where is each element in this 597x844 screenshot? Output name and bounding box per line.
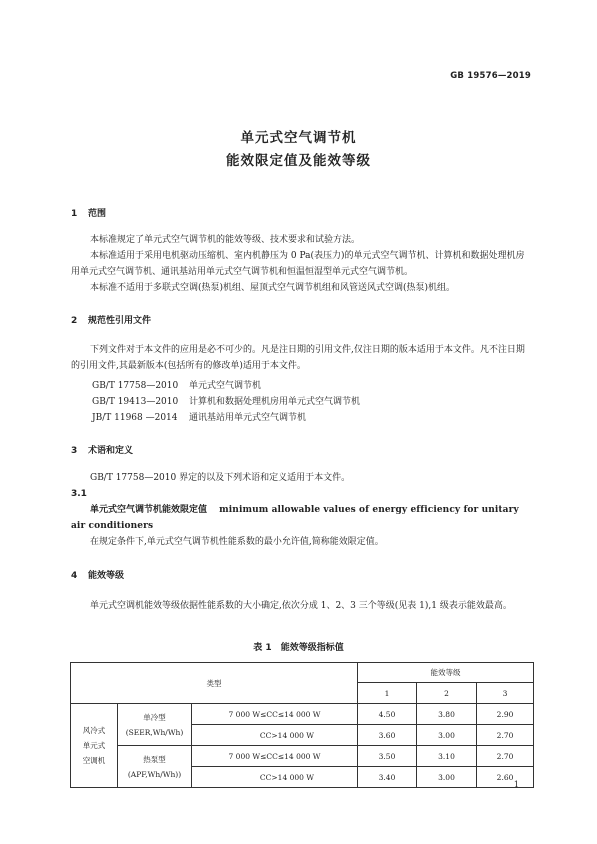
section-number: 3 (71, 446, 78, 456)
value-cell: 3.40 (358, 767, 417, 788)
section-1-heading (71, 206, 106, 219)
header-grade: 能效等级 (358, 663, 534, 683)
reference-title: 计算机和数据处理机房用单元式空气调节机 (189, 397, 361, 407)
section-1-paragraph-3: 本标准不适用于多联式空调(热泵)机组、屋顶式空气调节机组和风管送风式空调(热泵)机组。 (90, 283, 456, 293)
page-number: 1 (513, 780, 519, 789)
value-cell: 3.00 (417, 767, 477, 788)
term-entry (71, 502, 533, 534)
header-grade-2: 2 (417, 683, 477, 704)
group-label-line: 单元式 (82, 741, 106, 750)
term-number: 3.1 (71, 489, 87, 499)
value-cell: 3.60 (358, 725, 417, 746)
header-grade-3: 3 (477, 683, 534, 704)
value-cell: 2.70 (477, 746, 534, 767)
condition-cell: CC>14 000 W (192, 767, 358, 788)
type-name: 热泵型 (143, 754, 166, 764)
value-cell: 3.80 (417, 704, 477, 725)
value-cell: 4.50 (358, 704, 417, 725)
table-header-row (71, 663, 534, 683)
document-title-line2: 能效限定值及能效等级 (226, 153, 371, 169)
condition-cell: CC>14 000 W (192, 725, 358, 746)
section-title: 范围 (88, 209, 107, 219)
term-english: minimum allowable values of energy efficiency for unitary air conditioners (71, 505, 519, 531)
reference-title: 单元式空气调节机 (189, 381, 262, 391)
section-number: 2 (71, 316, 78, 326)
table-row (71, 746, 534, 767)
type-metric: (APF,Wh/Wh)) (127, 769, 182, 779)
header-grade-1: 1 (358, 683, 417, 704)
value-cell: 2.60 (477, 767, 534, 788)
document-title-line1: 单元式空气调节机 (240, 130, 357, 146)
group-label (71, 704, 118, 788)
type-metric: (SEER,Wh/Wh) (125, 727, 184, 737)
table-row (71, 704, 534, 725)
value-cell: 3.00 (417, 725, 477, 746)
table-caption: 表 1 能效等级指标值 (253, 643, 344, 653)
section-title: 术语和定义 (88, 446, 134, 456)
reference-item (92, 378, 261, 391)
section-1-paragraph-1: 本标准规定了单元式空气调节机的能效等级、技术要求和试验方法。 (90, 235, 361, 245)
value-cell: 2.70 (477, 725, 534, 746)
reference-code: GB/T 19413—2010 (92, 397, 179, 407)
section-2-heading (71, 313, 151, 326)
section-4-heading (71, 568, 124, 581)
group-label-line: 风冷式 (82, 726, 106, 735)
section-4-paragraph: 单元式空调机能效等级依据性能系数的大小确定,依次分成 1、2、3 三个等级(见表 1),1 级表示能效最高。 (90, 601, 512, 611)
term-definition: 在规定条件下,单元式空气调节机性能系数的最小允许值,简称能效限定值。 (90, 537, 384, 547)
reference-code: JB/T 11968 —2014 (92, 413, 178, 423)
reference-item (92, 394, 360, 407)
term-chinese: 单元式空气调节机能效限定值 (90, 505, 208, 515)
condition-cell: 7 000 W≤CC≤14 000 W (192, 704, 358, 725)
value-cell: 3.10 (417, 746, 477, 767)
header-type: 类型 (71, 663, 358, 704)
type-cell (118, 704, 192, 746)
energy-grade-table (70, 662, 534, 788)
section-3-intro: GB/T 17758—2010 界定的以及下列术语和定义适用于本文件。 (90, 473, 351, 483)
standard-number: GB 19576—2019 (450, 71, 531, 81)
reference-item (92, 410, 306, 423)
type-cell (118, 746, 192, 788)
reference-title: 通讯基站用单元式空气调节机 (189, 413, 307, 423)
condition-cell: 7 000 W≤CC≤14 000 W (192, 746, 358, 767)
section-number: 4 (71, 571, 78, 581)
reference-code: GB/T 17758—2010 (92, 381, 179, 391)
section-3-heading (71, 443, 133, 456)
section-1-paragraph-2: 本标准适用于采用电机驱动压缩机、室内机静压为 0 Pa(表压力)的单元式空气调节机、计算机和数据处理机房用单元式空气调节机、通讯基站用单元式空气调节机和恒温恒湿型单元式空气调节机。 (71, 251, 525, 277)
group-label-line: 空调机 (82, 756, 106, 765)
value-cell: 2.90 (477, 704, 534, 725)
value-cell: 3.50 (358, 746, 417, 767)
section-title: 规范性引用文件 (88, 316, 152, 326)
section-title: 能效等级 (88, 571, 125, 581)
section-number: 1 (71, 209, 78, 219)
type-name: 单冷型 (143, 712, 166, 722)
section-2-intro: 下列文件对于本文件的应用是必不可少的。凡是注日期的引用文件,仅注日期的版本适用于本文件。凡不注日期的引用文件,其最新版本(包括所有的修改单)适用于本文件。 (71, 345, 525, 371)
